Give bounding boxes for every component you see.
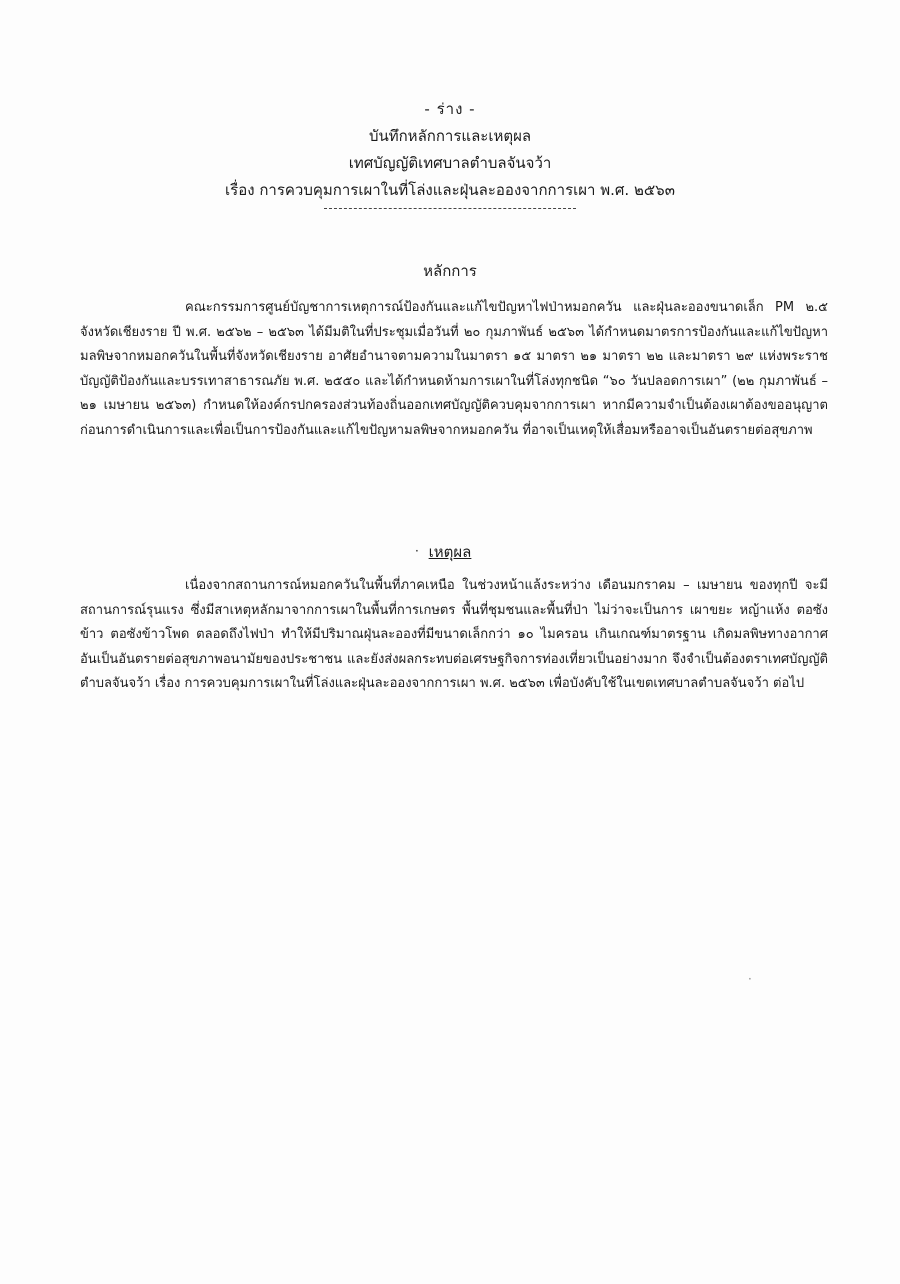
document-subtitle: เทศบัญญัติเทศบาลตำบลจันจว้า [348,154,552,172]
document-title: บันทึกหลักการและเหตุผล [368,127,532,145]
reason-paragraph: เนื่องจากสถานการณ์หมอกควันในพื้นที่ภาคเหนือ ในช่วงหน้าแล้งระหว่าง เดือนมกราคม – เมษายน ของทุกปี จะมีสถานการณ์รุนแรง ซึ่งมีสาเหตุหลักมาจากการเผาในพื้นที่การเกษตร พื้นที่ชุมชนและพื้นที่ป่า ไม่ว่าจะเป็นการ เผาขยะ หญ้าแห้ง ตอซังข้าว ตอซังข้าวโพด ตลอดถึงไฟป่า ทำให้มีปริมาณฝุ่นละอองที่มีขนาดเล็กกว่า ๑๐ ไมครอน เกินเกณฑ์มาตรฐาน เกิดมลพิษทางอากาศ อันเป็นอันตรายต่อสุขภาพอนามัยของประชาชน และยังส่งผลกระทบต่อเศรษฐกิจการท่องเที่ยวเป็นอย่างมาก จึงจำเป็นต้องตราเทศบัญญัติตำบลจันจว้า เรื่อง การควบคุมการเผาในที่โล่งและฝุ่นละอองจากการเผา พ.ศ. ๒๕๖๓ เพื่อบังคับใช้ในเขตเทศบาลตำบลจันจว้า ต่อไป [80,578,828,691]
principle-heading: หลักการ [423,262,477,280]
margin-mark: · [748,972,752,986]
document-subject: เรื่อง การควบคุมการเผาในที่โล่งและฝุ่นละอองจากการเผา พ.ศ. ๒๕๖๓ [225,181,675,199]
reason-heading-text: เหตุผล [428,543,472,561]
reason-heading [0,540,900,564]
header-divider [324,208,576,209]
principle-paragraph: คณะกรรมการศูนย์บัญชาการเหตุการณ์ป้องกันและแก้ไขปัญหาไฟป่าหมอกควัน และฝุ่นละอองขนาดเล็ก PM ๒.๕ จังหวัดเชียงราย ปี พ.ศ. ๒๕๖๒ – ๒๕๖๓ ได้มีมติในที่ประชุมเมื่อวันที่ ๒๐ กุมภาพันธ์ ๒๕๖๓ ได้กำหนดมาตรการป้องกันและแก้ไขปัญหามลพิษจากหมอกควันในพื้นที่จังหวัดเชียงราย อาศัยอำนาจตามความในมาตรา ๑๕ มาตรา ๒๑ มาตรา ๒๒ และมาตรา ๒๙ แห่งพระราชบัญญัติป้องกันและบรรเทาสาธารณภัย พ.ศ. ๒๕๕๐ และได้กำหนดห้ามการเผาในที่โล่งทุกชนิด “๖๐ วันปลอดการเผา” (๒๒ กุมภาพันธ์ – ๒๑ เมษายน ๒๕๖๓) กำหนดให้องค์กรปกครองส่วนท้องถิ่นออกเทศบัญญัติควบคุมจากการเผา หากมีความจำเป็นต้องเผาต้องขออนุญาตก่อนการดำเนินการและเพื่อเป็นการป้องกันและแก้ไขปัญหามลพิษจากหมอกควัน ที่อาจเป็นเหตุให้เสื่อมหรืออาจเป็นอันตรายต่อสุขภาพ [80,300,828,438]
document-header [100,96,800,209]
reason-bullet: · [415,544,419,558]
draft-mark: - ร่าง - [424,100,476,118]
